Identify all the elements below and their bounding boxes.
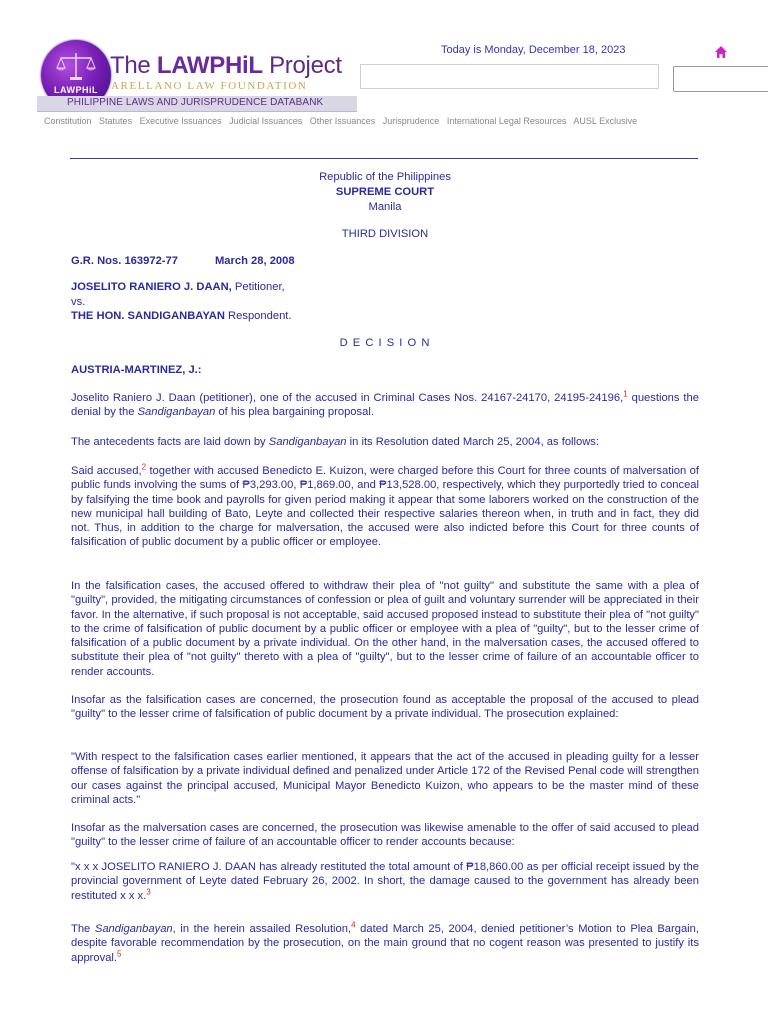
p1-court: Sandiganbayan bbox=[137, 406, 216, 419]
main-nav bbox=[44, 116, 642, 126]
paragraph-2 bbox=[71, 435, 699, 449]
p2-court: Sandiganbayan bbox=[268, 436, 347, 448]
paragraph-8 bbox=[71, 860, 699, 903]
site-title-suffix: Project bbox=[262, 52, 342, 79]
paragraph-5: Insofar as the falsification cases are concerned, the prosecution found as acceptable the proposal of the accused to plead "guilty" to the lesser crime of falsification of public document by a private individual. The prosecution explained: bbox=[71, 694, 699, 721]
p1-text-d: of his plea bargaining proposal. bbox=[215, 406, 374, 419]
nav-item-constitution[interactable]: Constitution bbox=[44, 116, 92, 126]
header-divider bbox=[70, 158, 698, 159]
p2-text-c: in its Resolution dated March 25, 2004, as follows: bbox=[346, 436, 600, 448]
p1-text-a: Joselito Raniero J. Daan (petitioner), one of the accused in Criminal Cases Nos. 24167-24170, 24195-24196, bbox=[71, 392, 624, 404]
case-number-line bbox=[71, 254, 699, 268]
versus: vs. bbox=[71, 296, 86, 308]
p3-text-b: together with accused Benedicto E. Kuizon, were charged before this Court for three counts of malversation of public funds involving the sums of ₱3,293.00, ₱1,869.00, and ₱13,528.00, respectively, which they purportedly tried to conceal by falsifying the time book and payrolls for given period making it appear that some laborers worked on the construction of the new municipal hall building of Bato, Leyte and collected their respective salaries thereon when, in truth and in fact, they did not. Thus, in addition to the charge for malversation, the accused were also indicted before this Court for three counts of falsification of public document by a public officer or employee. bbox=[71, 465, 699, 549]
home-icon[interactable] bbox=[714, 45, 728, 59]
p8-text: "x x x JOSELITO RANIERO J. DAAN has already restituted the total amount of ₱18,860.00 as per official receipt issued by the provincial government of Leyte dated February 26, 2002. In short, the damage caused to the government has already been restituted x x x. bbox=[71, 861, 699, 902]
respondent-role: Respondent. bbox=[224, 310, 292, 322]
paragraph-3 bbox=[71, 464, 699, 550]
p9-text-d: dated March 25, 2004, denied petitioner’s Motion to Plea Bargain, despite favorable recommendation by the prosecution, on the main ground that no cogent reason was presented to justify its approval. bbox=[71, 923, 699, 964]
nav-item-jurisprudence[interactable]: Jurisprudence bbox=[382, 116, 440, 126]
today-date: Today is Monday, December 18, 2023 bbox=[441, 44, 626, 56]
search-button[interactable] bbox=[673, 66, 768, 92]
petitioner-name: JOSELITO RANIERO J. DAAN, bbox=[71, 281, 232, 293]
caption-republic: Republic of the Philippines bbox=[319, 171, 451, 183]
decision-date: March 28, 2008 bbox=[214, 255, 295, 267]
caption-court: SUPREME COURT bbox=[335, 186, 435, 198]
site-title[interactable] bbox=[110, 52, 342, 80]
tagline: PHILIPPINE LAWS AND JURISPRUDENCE DATABANK bbox=[67, 97, 324, 108]
paragraph-9 bbox=[71, 922, 699, 965]
p9-text-a: The bbox=[71, 923, 95, 935]
gr-number: G.R. Nos. 163972-77 bbox=[71, 255, 178, 267]
tagline-bar bbox=[37, 96, 357, 112]
logo-text: LAWPHiL bbox=[54, 85, 98, 95]
site-subtitle: ARELLANO LAW FOUNDATION bbox=[111, 80, 308, 92]
paragraph-1 bbox=[71, 391, 699, 420]
p9-text-c: , in the herein assailed Resolution, bbox=[172, 923, 352, 935]
site-title-brand: LAWPHiL bbox=[156, 52, 263, 79]
paragraph-7: Insofar as the malversation cases are concerned, the prosecution was likewise amenable to the offer of said accused to plead "guilty" to the lesser crime of failure of an accountable officer to render accounts because: bbox=[71, 822, 699, 849]
footnote-ref-2[interactable]: 2 bbox=[141, 462, 147, 472]
paragraph-6: "With respect to the falsification cases earlier mentioned, it appears that the act of the accused in pleading guilty for a lesser offense of falsification by a private individual defined and penalized under Article 172 of the Revised Penal code will strengthen our cases against the principal accused, Municipal Mayor Benedicto Kuizon, who appears to be the master mind of these criminal acts." bbox=[71, 751, 699, 806]
nav-item-other-issuances[interactable]: Other Issuances bbox=[309, 116, 376, 126]
site-header bbox=[0, 0, 768, 140]
nav-item-judicial-issuances[interactable]: Judicial Issuances bbox=[229, 116, 303, 126]
nav-item-international-legal-resources[interactable]: International Legal Resources bbox=[446, 116, 567, 126]
petitioner-role: Petitioner, bbox=[231, 281, 285, 293]
p2-text-a: The antecedents facts are laid down by bbox=[71, 436, 269, 448]
p3-text-a: Said accused, bbox=[71, 465, 142, 477]
nav-item-executive-issuances[interactable]: Executive Issuances bbox=[139, 116, 222, 126]
search-input[interactable] bbox=[360, 64, 659, 89]
nav-item-ausl-exclusive[interactable]: AUSL Exclusive bbox=[573, 116, 638, 126]
respondent-name: THE HON. SANDIGANBAYAN bbox=[71, 310, 225, 322]
division: THIRD DIVISION bbox=[341, 228, 429, 240]
footnote-ref-4[interactable]: 4 bbox=[351, 920, 356, 930]
petitioner-line bbox=[71, 280, 699, 294]
caption-city: Manila bbox=[368, 201, 402, 213]
footnote-ref-5[interactable]: 5 bbox=[117, 948, 122, 958]
site-title-prefix: The bbox=[110, 52, 157, 79]
paragraph-4: In the falsification cases, the accused offered to withdraw their plea of "not guilty" and substitute the same with a plea of "guilty", provided, the mitigating circumstances of confession or plea of guilt and voluntary surrender will be appreciated in their favor. In the alternative, if such proposal is not acceptable, said accused proposed instead to substitute their plea of "not guilty" to the crime of falsification of public document by a public officer or employee with a plea of "guilty", but to the lesser crime of falsification of a public document by a private individual. On the other hand, in the malversation cases, the accused offered to substitute their plea of "not guilty" thereto with a plea of "guilty", but to the lesser crime of failure of an accountable officer to render accounts. bbox=[71, 580, 699, 678]
p9-court: Sandiganbayan bbox=[94, 923, 173, 935]
footnote-ref-1[interactable]: 1 bbox=[623, 389, 628, 399]
ponente: AUSTRIA-MARTINEZ, J.: bbox=[71, 364, 202, 376]
p1-text-b: questions the denial by the bbox=[71, 392, 699, 419]
respondent-line bbox=[71, 309, 699, 323]
decision-heading: D E C I S I O N bbox=[339, 337, 431, 349]
scales-of-justice-icon bbox=[55, 50, 97, 82]
footnote-ref-3[interactable]: 3 bbox=[146, 886, 151, 896]
nav-item-statutes[interactable]: Statutes bbox=[99, 116, 133, 126]
